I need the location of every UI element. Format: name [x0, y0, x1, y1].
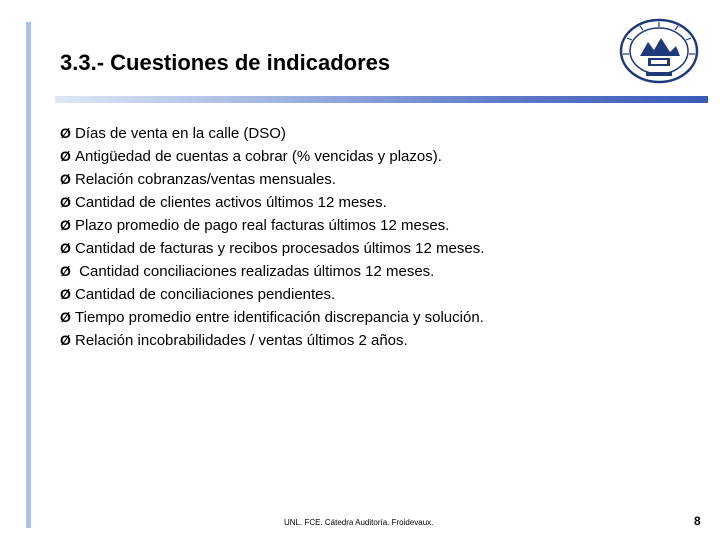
arrow-bullet-icon: Ø [60, 125, 71, 141]
arrow-bullet-icon: Ø [60, 286, 71, 302]
arrow-bullet-icon: Ø [60, 332, 71, 348]
arrow-bullet-icon: Ø [60, 240, 71, 256]
list-item: Ø Cantidad de conciliaciones pendientes. [60, 283, 484, 306]
arrow-bullet-icon: Ø [60, 263, 71, 279]
list-item: Ø Cantidad de facturas y recibos procesados últimos 12 meses. [60, 237, 484, 260]
list-item: Ø Días de venta en la calle (DSO) [60, 122, 484, 145]
list-item: Ø Relación incobrabilidades / ventas últimos 2 años. [60, 329, 484, 352]
list-item: Ø Tiempo promedio entre identificación discrepancia y solución. [60, 306, 484, 329]
slide-footer: UNL. FCE. Cátedra Auditoría. Froidevaux. [284, 518, 434, 527]
arrow-bullet-icon: Ø [60, 217, 71, 233]
arrow-bullet-icon: Ø [60, 171, 71, 187]
list-item: Ø Cantidad conciliaciones realizadas últimos 12 meses. [60, 260, 484, 283]
list-item: Ø Antigüedad de cuentas a cobrar (% vencidas y plazos). [60, 145, 484, 168]
title-underline [55, 96, 708, 103]
list-item: Ø Cantidad de clientes activos últimos 12 meses. [60, 191, 484, 214]
list-item: Ø Plazo promedio de pago real facturas últimos 12 meses. [60, 214, 484, 237]
arrow-bullet-icon: Ø [60, 194, 71, 210]
left-accent-bar [26, 22, 31, 528]
university-seal-icon [618, 18, 700, 84]
indicator-list [60, 122, 484, 352]
list-item: Ø Relación cobranzas/ventas mensuales. [60, 168, 484, 191]
slide-title: 3.3.- Cuestiones de indicadores [60, 50, 391, 75]
arrow-bullet-icon: Ø [60, 309, 71, 325]
arrow-bullet-icon: Ø [60, 148, 71, 164]
page-number: 8 [694, 514, 701, 528]
